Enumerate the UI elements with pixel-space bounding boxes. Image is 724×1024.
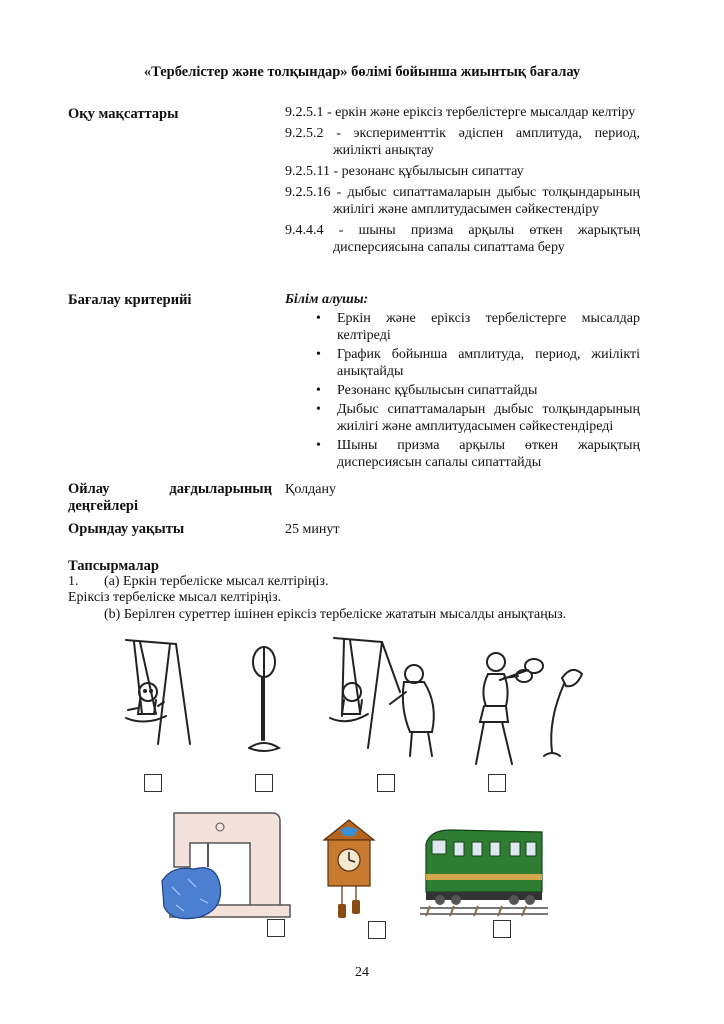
page-number: 24 <box>355 965 369 980</box>
answer-checkbox[interactable] <box>255 774 273 792</box>
time-value: 25 минут <box>285 522 340 537</box>
criteria-intro: Білім алушы: <box>285 292 369 307</box>
criteria-item: • График бойынша амплитуда, период, жиілікті анықтайды <box>285 346 640 380</box>
answer-checkbox[interactable] <box>488 774 506 792</box>
boxer-icon <box>460 640 588 770</box>
objective-item: 9.2.5.11 - резонанс құбылысын сипаттау <box>285 164 524 179</box>
punching-ball-icon <box>245 640 283 755</box>
task-repeat-line: Еріксіз тербеліске мысал келтіріңіз. <box>68 590 282 605</box>
objectives-list <box>285 104 640 256</box>
answer-checkbox[interactable] <box>377 774 395 792</box>
answer-checkbox[interactable] <box>493 920 511 938</box>
task-number: 1. <box>68 574 79 589</box>
swing-icon <box>118 636 193 748</box>
task-part-b: (b) Берілген суреттер ішінен еріксіз тербеліске жататын мысалды анықтаңыз. <box>104 607 567 622</box>
task-part-a: (a) Еркін тербеліске мысал келтіріңіз. <box>104 574 329 589</box>
criteria-block <box>285 291 640 473</box>
answer-checkbox[interactable] <box>267 919 285 937</box>
objectives-label: Оқу мақсаттары <box>68 106 179 122</box>
criteria-list <box>285 310 640 471</box>
answer-checkbox[interactable] <box>368 921 386 939</box>
objective-item: 9.4.4.4 - шыны призма арқылы өткен жарықтың дисперсиясына сапалы сипаттама беру <box>285 223 640 255</box>
tasks-heading: Тапсырмалар <box>68 558 159 574</box>
criteria-item: • Шыны призма арқылы өткен жарықтың дисперсиясын сапалы сипаттайды <box>285 437 640 471</box>
criteria-item: • Дыбыс сипаттамаларын дыбыс толқындарының жиілігі және амплитудасымен сәйкестендіреді <box>285 401 640 435</box>
criteria-item: • Резонанс құбылысын сипаттайды <box>285 382 640 399</box>
objective-item: 9.2.5.1 - еркін және еріксіз тербелістерге мысалдар келтіру <box>285 105 636 120</box>
train-icon <box>420 820 548 918</box>
criteria-label: Бағалау критерийі <box>68 292 192 308</box>
skills-label: Ойлау дағдыларының деңгейлері <box>68 481 272 514</box>
objective-item: 9.2.5.2 - эксперименттік әдіспен амплитуда, период, жиілікті анықтау <box>285 126 640 158</box>
time-label: Орындау уақыты <box>68 521 185 537</box>
answer-checkbox[interactable] <box>144 774 162 792</box>
pushed-swing-icon <box>320 632 448 760</box>
objective-item: 9.2.5.16 - дыбыс сипаттамаларын дыбыс толқындарының жиілігі және амплитудасымен сәйкестендіру <box>285 185 640 217</box>
criteria-item: • Еркін және еріксіз тербелістерге мысалдар келтіреді <box>285 310 640 344</box>
sewing-machine-icon <box>160 807 295 925</box>
page-title: «Тербелістер және толқындар» бөлімі бойынша жиынтық бағалау <box>143 64 581 80</box>
cuckoo-clock-icon <box>322 818 376 920</box>
skills-value: Қолдану <box>285 482 336 497</box>
